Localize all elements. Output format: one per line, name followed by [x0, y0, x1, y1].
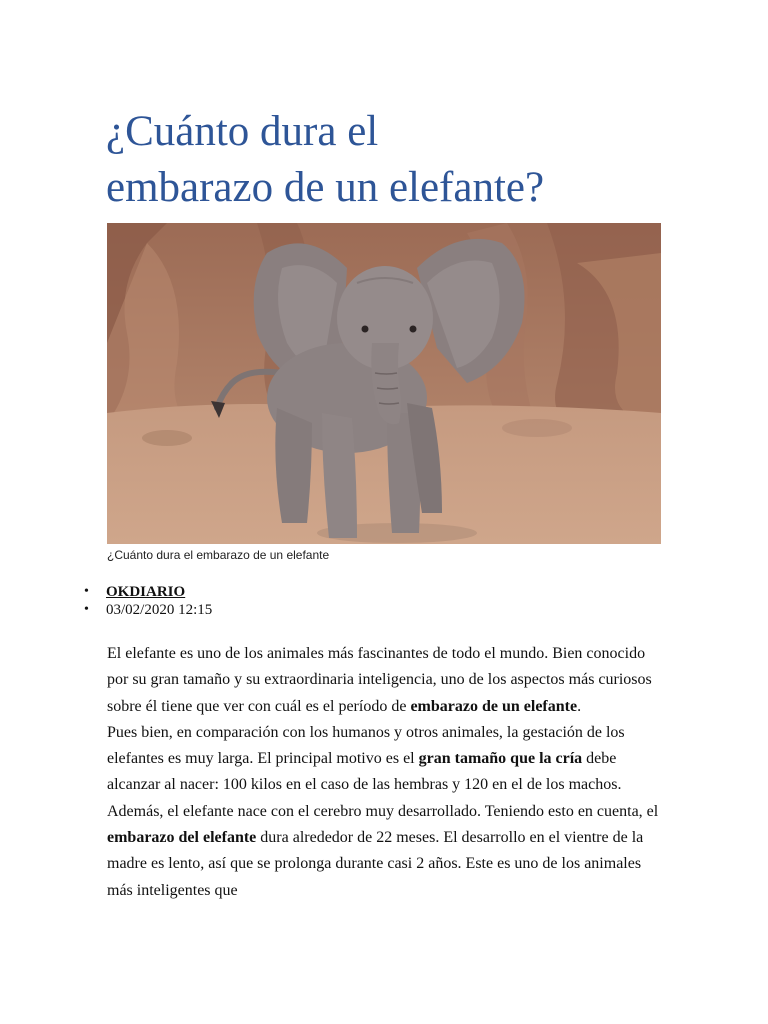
article-meta-list [84, 583, 212, 619]
meta-date-item [84, 601, 212, 619]
article-body [107, 641, 667, 904]
paragraph-1-text: El elefante es uno de los animales más fascinantes de todo el mundo. Bien conocido por su gran tamaño y su extraordinaria inteligencia, uno de los aspectos más curiosos sobre él tiene que ver con cuál es el período de [107, 645, 652, 715]
paragraph-2-text-b: debe alcanzar al nacer: 100 kilos en el caso de las hembras y 120 en el de los machos. Además, el elefante nace con el cerebro muy desarrollado. Teniendo esto en cuenta, el [107, 750, 659, 820]
elephant-photo [107, 223, 661, 544]
source-link[interactable]: OKDIARIO [106, 584, 186, 600]
title-line-1: ¿Cuánto dura el [106, 108, 379, 155]
title-line-2: embarazo de un elefante? [106, 164, 545, 211]
paragraph-1-end: . [577, 697, 582, 715]
meta-source-item [84, 583, 212, 601]
paragraph-2-text-c: dura alrededor de 22 meses. El desarrollo en el vientre de la madre es lento, así que se prolonga durante casi 2 años. Este es uno de los animales más inteligentes que [107, 829, 644, 899]
paragraph-2-text-a: Pues bien, en comparación con los humanos y otros animales, la gestación de los elefantes es muy larga. El principal motivo es el [107, 723, 625, 768]
image-caption: ¿Cuánto dura el embarazo de un elefante [107, 548, 330, 562]
paragraph-2-bold-1: gran tamaño que la cría [418, 750, 583, 768]
paragraph-2-bold-2: embarazo del elefante [107, 829, 257, 847]
paragraph-1-bold: embarazo de un elefante [410, 697, 578, 715]
publish-date: 03/02/2020 12:15 [106, 602, 213, 618]
page-title [106, 104, 706, 216]
baby-elephant-illustration [107, 223, 661, 544]
